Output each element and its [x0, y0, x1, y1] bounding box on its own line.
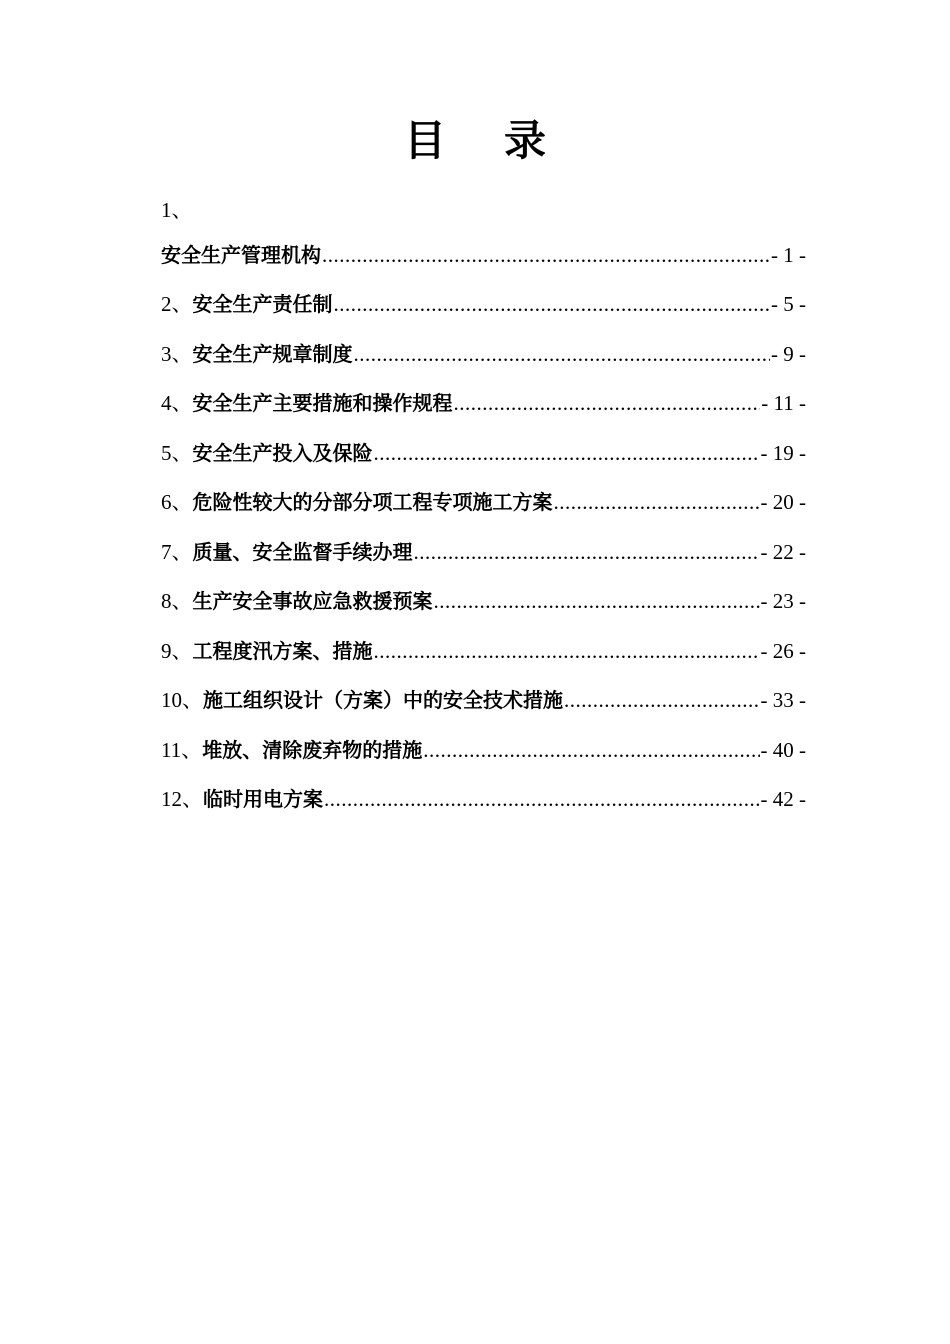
toc-entry[interactable]: [161, 289, 806, 319]
toc-leader-dots: [454, 388, 761, 418]
toc-leader-dots: [324, 784, 760, 814]
toc-entry-label: 安全生产管理机构: [161, 243, 321, 267]
toc-entry-number: 12、: [161, 787, 203, 811]
toc-entry-page: - 5 -: [771, 292, 806, 316]
toc-entry-page: - 9 -: [771, 342, 806, 366]
toc-entry-label: 危险性较大的分部分项工程专项施工方案: [192, 490, 553, 514]
toc-leader-dots: [374, 636, 760, 666]
toc-entry-page: - 23 -: [760, 589, 806, 613]
title-char-1: 目: [403, 119, 446, 165]
toc-entry[interactable]: [161, 339, 806, 369]
toc-entry-page: - 33 -: [760, 688, 806, 712]
toc-leader-dots: [322, 240, 770, 270]
toc-entry-page: - 40 -: [760, 738, 806, 762]
toc-leader-dots: [414, 537, 760, 567]
toc-entry-label: 安全生产主要措施和操作规程: [192, 391, 453, 415]
toc-entry[interactable]: [161, 636, 806, 666]
toc-leader-dots: [434, 586, 760, 616]
toc-entry-page: - 22 -: [760, 540, 806, 564]
toc-entry[interactable]: [161, 685, 806, 715]
toc-first-prefix: 1、: [161, 198, 193, 222]
toc-entry-label: 临时用电方案: [203, 787, 323, 811]
toc-entry-label: 安全生产责任制: [192, 292, 333, 316]
toc-entry-label: 生产安全事故应急救援预案: [192, 589, 433, 613]
toc-entry-number: 8、: [161, 589, 193, 613]
page-title: [0, 108, 950, 168]
toc-entry-page: - 20 -: [760, 490, 806, 514]
toc-entry-number: 4、: [161, 391, 193, 415]
toc-entry-number: 11、: [161, 738, 203, 762]
toc-entry-page: - 26 -: [760, 639, 806, 663]
toc-entry[interactable]: [161, 388, 806, 418]
toc-entry[interactable]: [161, 438, 806, 468]
toc-entry-label: 安全生产规章制度: [192, 342, 353, 366]
toc-entry-number: 5、: [161, 441, 193, 465]
toc-entry[interactable]: [161, 537, 806, 567]
toc-entry-number: 2、: [161, 292, 193, 316]
toc-entry[interactable]: [161, 784, 806, 814]
toc-entry-page: - 11 -: [761, 391, 806, 415]
toc-entry-number: 9、: [161, 639, 193, 663]
toc-entry-number: 3、: [161, 342, 193, 366]
toc-entry-page: - 19 -: [760, 441, 806, 465]
toc-leader-dots: [554, 487, 760, 517]
toc-entry-label: 安全生产投入及保险: [192, 441, 373, 465]
toc-entry-number: 7、: [161, 540, 193, 564]
toc-entry[interactable]: [161, 240, 806, 270]
toc-entry-label: 堆放、清除废弃物的措施: [202, 738, 423, 762]
toc-leader-dots: [564, 685, 760, 715]
toc-entry-page: - 42 -: [760, 787, 806, 811]
toc-entry-label: 工程度汛方案、措施: [192, 639, 373, 663]
title-char-2: 录: [504, 119, 547, 165]
toc-entry[interactable]: [161, 735, 806, 765]
toc-entry-label: 施工组织设计（方案）中的安全技术措施: [203, 688, 563, 712]
toc-entry-page: - 1 -: [771, 243, 806, 267]
toc-leader-dots: [354, 339, 771, 369]
toc-entry-number: 10、: [161, 688, 203, 712]
toc-leader-dots: [423, 735, 759, 765]
toc-leader-dots: [334, 289, 771, 319]
toc-entry-number: 6、: [161, 490, 193, 514]
toc-entry-label: 质量、安全监督手续办理: [192, 540, 413, 564]
toc-entry[interactable]: [161, 586, 806, 616]
toc-entry[interactable]: [161, 487, 806, 517]
toc-leader-dots: [374, 438, 760, 468]
